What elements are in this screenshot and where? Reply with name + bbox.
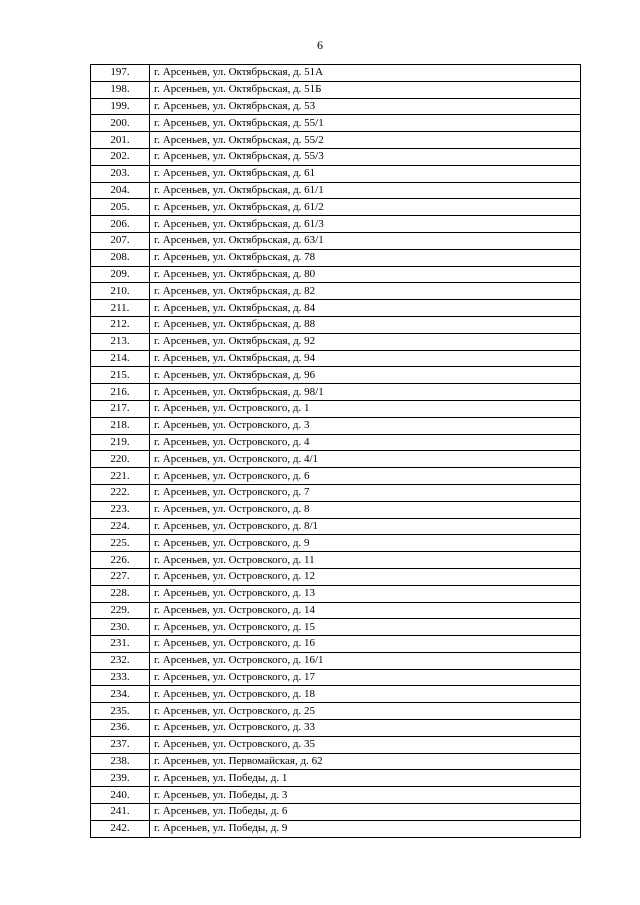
table-row	[91, 703, 581, 720]
table-row	[91, 316, 581, 333]
table-row	[91, 720, 581, 737]
row-address: г. Арсеньев, ул. Островского, д. 4	[150, 434, 581, 451]
address-table	[90, 64, 581, 838]
table-row	[91, 820, 581, 837]
row-number: 236.	[91, 720, 150, 737]
row-number: 208.	[91, 249, 150, 266]
row-number: 216.	[91, 384, 150, 401]
row-address: г. Арсеньев, ул. Островского, д. 25	[150, 703, 581, 720]
row-number: 234.	[91, 686, 150, 703]
table-row	[91, 619, 581, 636]
row-address: г. Арсеньев, ул. Островского, д. 9	[150, 535, 581, 552]
row-number: 221.	[91, 468, 150, 485]
table-row	[91, 182, 581, 199]
row-address: г. Арсеньев, ул. Победы, д. 1	[150, 770, 581, 787]
row-number: 219.	[91, 434, 150, 451]
table-row	[91, 669, 581, 686]
table-row	[91, 501, 581, 518]
table-row	[91, 434, 581, 451]
table-row	[91, 518, 581, 535]
row-address: г. Арсеньев, ул. Островского, д. 16	[150, 636, 581, 653]
row-address: г. Арсеньев, ул. Октябрьская, д. 92	[150, 333, 581, 350]
row-address: г. Арсеньев, ул. Октябрьская, д. 78	[150, 249, 581, 266]
table-row	[91, 568, 581, 585]
table-row	[91, 484, 581, 501]
row-number: 224.	[91, 518, 150, 535]
row-number: 227.	[91, 568, 150, 585]
table-row	[91, 417, 581, 434]
table-row	[91, 81, 581, 98]
row-address: г. Арсеньев, ул. Октябрьская, д. 55/1	[150, 115, 581, 132]
row-number: 223.	[91, 501, 150, 518]
row-address: г. Арсеньев, ул. Победы, д. 3	[150, 787, 581, 804]
row-address: г. Арсеньев, ул. Октябрьская, д. 61/3	[150, 216, 581, 233]
row-number: 209.	[91, 266, 150, 283]
row-number: 207.	[91, 232, 150, 249]
row-number: 235.	[91, 703, 150, 720]
row-address: г. Арсеньев, ул. Октябрьская, д. 96	[150, 367, 581, 384]
table-row	[91, 753, 581, 770]
row-number: 232.	[91, 652, 150, 669]
row-number: 217.	[91, 400, 150, 417]
table-row	[91, 770, 581, 787]
row-number: 226.	[91, 552, 150, 569]
row-address: г. Арсеньев, ул. Октябрьская, д. 88	[150, 316, 581, 333]
row-address: г. Арсеньев, ул. Островского, д. 15	[150, 619, 581, 636]
row-number: 197.	[91, 65, 150, 82]
table-row	[91, 652, 581, 669]
row-address: г. Арсеньев, ул. Октябрьская, д. 61	[150, 165, 581, 182]
row-address: г. Арсеньев, ул. Островского, д. 35	[150, 736, 581, 753]
row-number: 214.	[91, 350, 150, 367]
row-address: г. Арсеньев, ул. Островского, д. 4/1	[150, 451, 581, 468]
row-number: 202.	[91, 148, 150, 165]
row-number: 213.	[91, 333, 150, 350]
table-row	[91, 98, 581, 115]
table-row	[91, 300, 581, 317]
row-address: г. Арсеньев, ул. Островского, д. 14	[150, 602, 581, 619]
row-address: г. Арсеньев, ул. Октябрьская, д. 61/1	[150, 182, 581, 199]
row-number: 211.	[91, 300, 150, 317]
row-address: г. Арсеньев, ул. Победы, д. 6	[150, 804, 581, 821]
row-address: г. Арсеньев, ул. Островского, д. 11	[150, 552, 581, 569]
row-number: 200.	[91, 115, 150, 132]
row-address: г. Арсеньев, ул. Островского, д. 1	[150, 400, 581, 417]
row-address: г. Арсеньев, ул. Октябрьская, д. 98/1	[150, 384, 581, 401]
row-number: 222.	[91, 484, 150, 501]
row-address: г. Арсеньев, ул. Островского, д. 8	[150, 501, 581, 518]
row-number: 239.	[91, 770, 150, 787]
row-number: 240.	[91, 787, 150, 804]
row-address: г. Арсеньев, ул. Октябрьская, д. 51Б	[150, 81, 581, 98]
row-number: 230.	[91, 619, 150, 636]
row-address: г. Арсеньев, ул. Островского, д. 16/1	[150, 652, 581, 669]
table-row	[91, 132, 581, 149]
row-address: г. Арсеньев, ул. Островского, д. 13	[150, 585, 581, 602]
row-number: 241.	[91, 804, 150, 821]
row-number: 210.	[91, 283, 150, 300]
table-row	[91, 636, 581, 653]
row-address: г. Арсеньев, ул. Октябрьская, д. 55/3	[150, 148, 581, 165]
row-address: г. Арсеньев, ул. Островского, д. 6	[150, 468, 581, 485]
row-address: г. Арсеньев, ул. Октябрьская, д. 61/2	[150, 199, 581, 216]
row-number: 233.	[91, 669, 150, 686]
row-number: 205.	[91, 199, 150, 216]
row-address: г. Арсеньев, ул. Островского, д. 12	[150, 568, 581, 585]
row-address: г. Арсеньев, ул. Октябрьская, д. 53	[150, 98, 581, 115]
row-address: г. Арсеньев, ул. Островского, д. 8/1	[150, 518, 581, 535]
row-number: 225.	[91, 535, 150, 552]
row-address: г. Арсеньев, ул. Октябрьская, д. 55/2	[150, 132, 581, 149]
row-number: 242.	[91, 820, 150, 837]
table-row	[91, 266, 581, 283]
table-row	[91, 249, 581, 266]
row-number: 231.	[91, 636, 150, 653]
page-number: 6	[317, 38, 323, 52]
table-row	[91, 384, 581, 401]
row-number: 238.	[91, 753, 150, 770]
table-row	[91, 65, 581, 82]
row-number: 204.	[91, 182, 150, 199]
row-number: 199.	[91, 98, 150, 115]
table-row	[91, 165, 581, 182]
row-number: 228.	[91, 585, 150, 602]
row-address: г. Арсеньев, ул. Октябрьская, д. 94	[150, 350, 581, 367]
row-number: 218.	[91, 417, 150, 434]
table-row	[91, 804, 581, 821]
row-number: 203.	[91, 165, 150, 182]
table-row	[91, 451, 581, 468]
row-address: г. Арсеньев, ул. Первомайская, д. 62	[150, 753, 581, 770]
row-number: 206.	[91, 216, 150, 233]
table-row	[91, 585, 581, 602]
row-address: г. Арсеньев, ул. Островского, д. 7	[150, 484, 581, 501]
table-row	[91, 468, 581, 485]
table-row	[91, 232, 581, 249]
table-row	[91, 367, 581, 384]
row-number: 220.	[91, 451, 150, 468]
row-number: 212.	[91, 316, 150, 333]
row-address: г. Арсеньев, ул. Островского, д. 17	[150, 669, 581, 686]
table-row	[91, 686, 581, 703]
table-row	[91, 736, 581, 753]
row-address: г. Арсеньев, ул. Октябрьская, д. 63/1	[150, 232, 581, 249]
row-number: 201.	[91, 132, 150, 149]
row-number: 198.	[91, 81, 150, 98]
row-address: г. Арсеньев, ул. Октябрьская, д. 82	[150, 283, 581, 300]
row-address: г. Арсеньев, ул. Октябрьская, д. 80	[150, 266, 581, 283]
table-row	[91, 552, 581, 569]
address-table-body	[91, 65, 581, 838]
table-row	[91, 535, 581, 552]
table-row	[91, 333, 581, 350]
table-row	[91, 148, 581, 165]
row-address: г. Арсеньев, ул. Победы, д. 9	[150, 820, 581, 837]
row-address: г. Арсеньев, ул. Островского, д. 3	[150, 417, 581, 434]
table-row	[91, 350, 581, 367]
table-row	[91, 400, 581, 417]
table-row	[91, 602, 581, 619]
row-address: г. Арсеньев, ул. Островского, д. 33	[150, 720, 581, 737]
table-row	[91, 283, 581, 300]
row-address: г. Арсеньев, ул. Октябрьская, д. 84	[150, 300, 581, 317]
table-row	[91, 787, 581, 804]
row-address: г. Арсеньев, ул. Октябрьская, д. 51А	[150, 65, 581, 82]
row-number: 237.	[91, 736, 150, 753]
row-address: г. Арсеньев, ул. Островского, д. 18	[150, 686, 581, 703]
table-row	[91, 115, 581, 132]
row-number: 229.	[91, 602, 150, 619]
table-row	[91, 216, 581, 233]
table-row	[91, 199, 581, 216]
row-number: 215.	[91, 367, 150, 384]
